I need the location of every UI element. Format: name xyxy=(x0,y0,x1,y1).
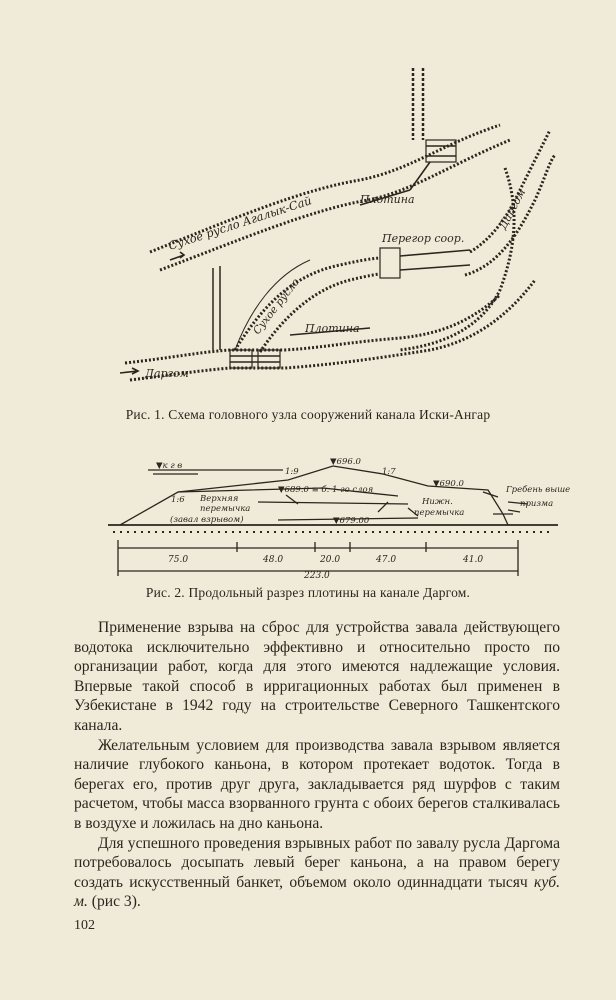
label-lower-2: перемычка xyxy=(414,508,465,518)
figure-2-caption: Рис. 2. Продольный разрез плотины на канале Даргом. xyxy=(145,585,471,600)
dim-20: 20.0 xyxy=(320,555,341,565)
label-upper-2: перемычка xyxy=(200,504,251,514)
label-base-mark: ▼679.00 xyxy=(333,516,370,526)
label-channel-2: призма xyxy=(520,499,554,509)
label-peregor-soor: Перегор соор. xyxy=(382,232,465,245)
label-upper-3: (завал взрывом) xyxy=(170,515,244,525)
paragraph-3-end: (рис 3). xyxy=(87,893,141,911)
dim-47: 47.0 xyxy=(376,555,397,565)
volume-unit: куб. м. xyxy=(74,873,560,911)
label-slope-right: 1:7 xyxy=(382,467,396,477)
page-number: 102 xyxy=(74,918,95,933)
label-crest: ▼696.0 xyxy=(330,457,361,467)
label-lower-1: Нижн. xyxy=(422,497,453,507)
label-dargom-left: Даргом xyxy=(145,367,189,380)
label-channel-1: Гребень выше xyxy=(506,485,571,495)
dim-total: 223.0 xyxy=(304,571,330,581)
label-upper-1: Верхняя xyxy=(200,494,239,504)
dim-75: 75.0 xyxy=(168,555,189,565)
paragraph-1: Применение взрыва на сброс для устройства завала действующего водотока исключительно эффективно и относительно просто по организации работ, когда для этого имеются надлежащие условия. Впервые такой способ в ирригационных работах был применен в Узбекистане в 1942 году на строительстве Северного Ташкентского канала. xyxy=(74,619,560,734)
figure-2-section xyxy=(108,452,571,582)
label-layer: ▼689.0 ≡ б. 1-го слоя xyxy=(278,485,374,495)
label-right-mark: ▼690.0 xyxy=(433,479,464,489)
paragraph-3-text: Для успешного проведения взрывных работ по завалу русла Даргома потребовалось досыпать левый берег каньона, а на правом берегу создать искусственный банкет, объемом около одиннадцати тысяч xyxy=(74,834,560,891)
dim-48: 48.0 xyxy=(263,555,284,565)
label-dargom-right: Даргом xyxy=(496,186,529,232)
label-plotina-top: Плотина xyxy=(360,193,415,206)
label-plotina-bottom: Плотина xyxy=(305,322,360,335)
figure-1-scheme xyxy=(110,60,550,390)
paragraph-3 xyxy=(74,834,560,912)
label-suhoe-ruslo-agalyk: Сухое русло Агалык-Сай xyxy=(166,193,314,253)
dim-41: 41.0 xyxy=(463,555,484,565)
label-slope-left: 1:6 xyxy=(171,495,185,505)
paragraph-2: Желательным условием для производства завала взрывом является наличие глубокого каньона, в котором протекает водоток. Тогда в берегах его, против друг друга, закладывается ряд шурфов с таким расчетом, чтобы масса взорванного грунта с обоих берегов сталкивалась в воздухе и ложилась на дно каньона. xyxy=(74,736,560,832)
body-text xyxy=(74,618,560,912)
label-level: ▼к г в xyxy=(156,461,183,471)
label-suhoe-ruslo: Сухое русло xyxy=(250,276,302,337)
label-slope-top: 1:9 xyxy=(285,467,299,477)
figure-1-caption: Рис. 1. Схема головного узла сооружений канала Иски-Ангар xyxy=(125,407,491,422)
